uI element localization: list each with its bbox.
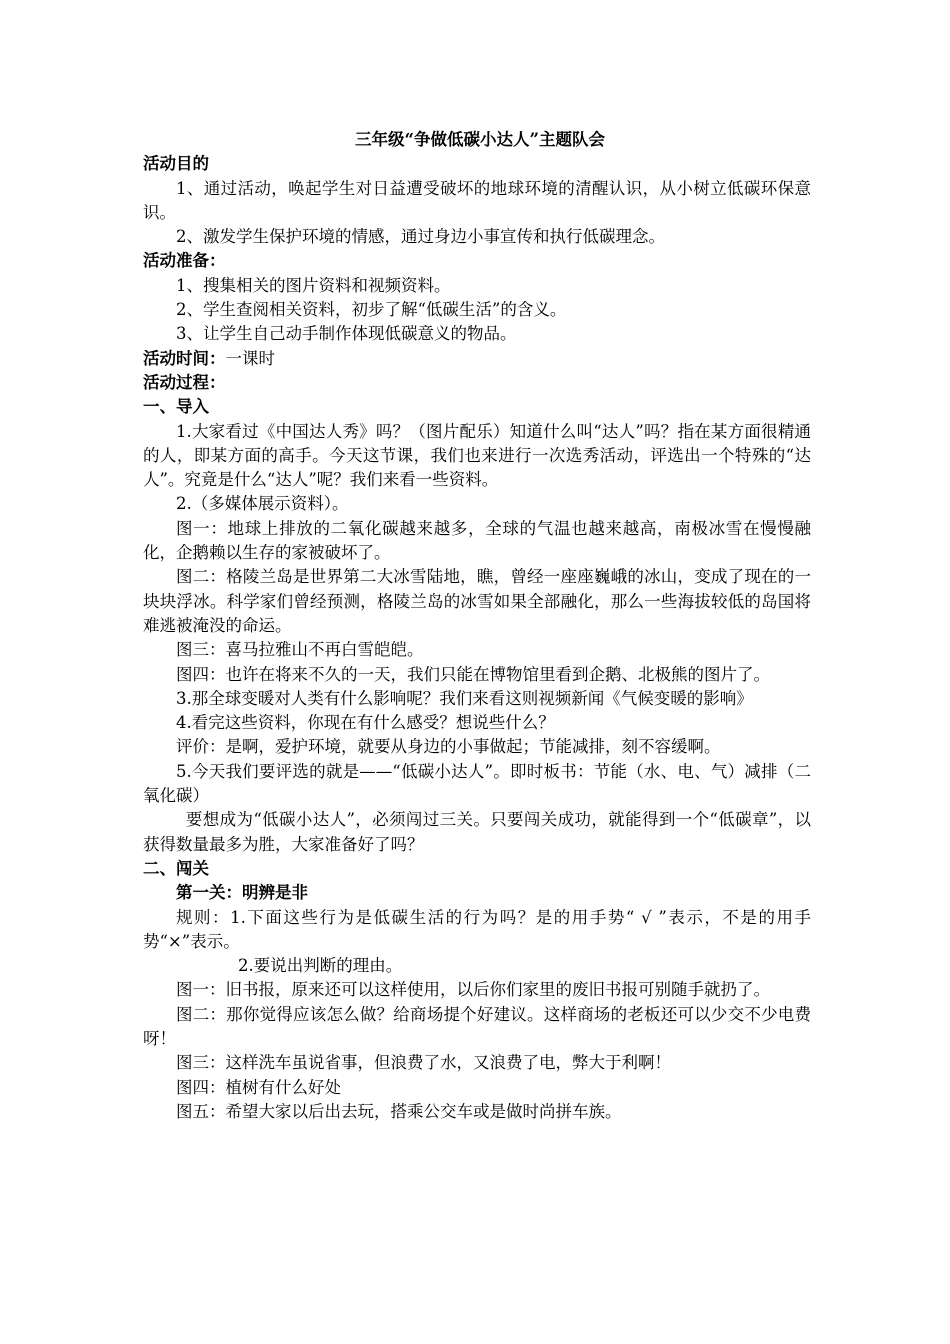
prep-item-1: 1、搜集相关的图片资料和视频资料。 — [176, 275, 451, 295]
prep-item-3: 3、让学生自己动手制作体现低碳意义的物品。 — [176, 324, 517, 344]
intro-paragraph-5: 5.今天我们要评选的就是——“低碳小达人”。即时板书：节能（水、电、气）减排（二氧化碳） — [143, 761, 811, 806]
time-value: 一课时 — [225, 348, 275, 368]
document-body — [143, 128, 811, 1124]
intro-paragraph-6: 要想成为“低碳小达人”，必须闯过三关。只要闯关成功，就能得到一个“低碳章”，以获得数量最多为胜，大家准备好了吗？ — [143, 810, 811, 854]
intro-figure-1: 图一：地球上排放的二氧化碳越来越多，全球的气温也越来越高，南极冰雪在慢慢融化，企鹅赖以生存的家被破坏了。 — [143, 518, 811, 563]
purpose-item-2: 2、激发学生保护环境的情感，通过身边小事宣传和执行低碳理念。 — [176, 227, 665, 247]
intro-figure-4: 图四：也许在将来不久的一天，我们只能在博物馆里看到企鹅、北极熊的图片了。 — [176, 664, 770, 684]
pass-rule-1: 规则：1.下面这些行为是低碳生活的行为吗？是的用手势“ √ ”表示，不是的用手势“×”表示。 — [143, 907, 811, 951]
pass-figure-3: 图三：这样洗车虽说省事，但浪费了水，又浪费了电，弊大于利啊！ — [176, 1053, 671, 1073]
pass-subheading-1: 第一关：明辨是非 — [176, 883, 308, 903]
pass-figure-4: 图四：植树有什么好处 — [176, 1077, 341, 1097]
intro-paragraph-4: 4.看完这些资料，你现在有什么感受？想说些什么？ — [176, 713, 555, 733]
pass-figure-1: 图一：旧书报，原来还可以这样使用，以后你们家里的废旧书报可别随手就扔了。 — [176, 980, 770, 1000]
section-heading-purpose: 活动目的 — [143, 154, 209, 174]
section-heading-intro: 一、导入 — [143, 397, 209, 417]
section-heading-time — [143, 347, 811, 371]
section-heading-pass: 二、闯关 — [143, 858, 209, 878]
intro-figure-2: 图二：格陵兰岛是世界第二大冰雪陆地，瞧，曾经一座座巍峨的冰山，变成了现在的一块块浮冰。科学家们曾经预测，格陵兰岛的冰雪如果全部融化，那么一些海拔较低的岛国将难逃被淹没的命运。 — [143, 567, 811, 635]
intro-evaluation: 评价：是啊，爱护环境，就要从身边的小事做起；节能减排，刻不容缓啊。 — [176, 737, 721, 757]
page-title: 三年级“争做低碳小达人”主题队会 — [355, 130, 605, 149]
intro-figure-3: 图三：喜马拉雅山不再白雪皑皑。 — [176, 640, 424, 660]
prep-item-2: 2、学生查阅相关资料，初步了解“低碳生活”的含义。 — [176, 300, 567, 320]
intro-paragraph-3: 3.那全球变暖对人类有什么影响呢？我们来看这则视频新闻《气候变暖的影响》 — [176, 688, 753, 708]
purpose-item-1: 1、通过活动，唤起学生对日益遭受破坏的地球环境的清醒认识，从小树立低碳环保意识。 — [143, 178, 811, 222]
intro-paragraph-2: 2.（多媒体展示资料）。 — [176, 494, 349, 514]
intro-paragraph-1: 1.大家看过《中国达人秀》吗？（图片配乐）知道什么叫“达人”吗？指在某方面很精通的人，即某方面的高手。今天这节课，我们也来进行一次选秀活动，评选出一个特殊的“达人”。究竟是什么“达人”呢？我们来看一些资料。 — [143, 421, 811, 490]
time-label: 活动时间： — [143, 348, 226, 368]
section-heading-prep: 活动准备： — [143, 251, 226, 271]
section-heading-process: 活动过程： — [143, 372, 226, 392]
pass-figure-2: 图二：那你觉得应该怎么做？给商场提个好建议。这样商场的老板还可以少交不少电费呀！ — [143, 1004, 811, 1048]
pass-rule-2: 2.要说出判断的理由。 — [238, 956, 403, 976]
pass-figure-5: 图五：希望大家以后出去玩，搭乘公交车或是做时尚拼车族。 — [176, 1101, 622, 1121]
